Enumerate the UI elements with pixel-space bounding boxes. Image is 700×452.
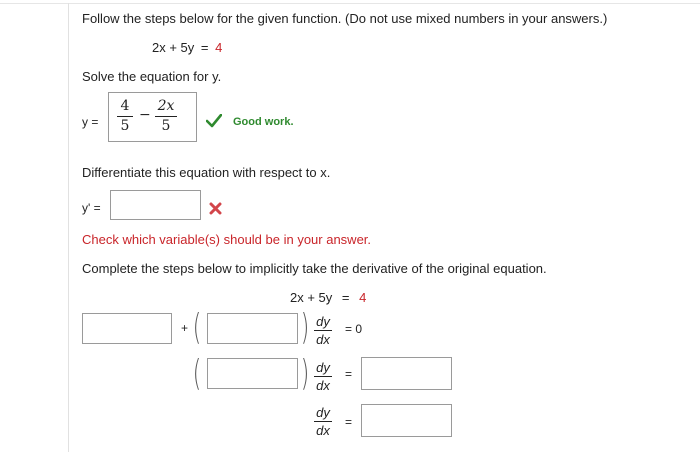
implicit-rhs1-input[interactable] [361, 357, 452, 390]
derivative-answer-input[interactable] [110, 190, 201, 220]
function-rhs: 4 [215, 40, 223, 55]
fraction1-bar [117, 116, 133, 117]
fraction-4-over-5 [117, 98, 133, 135]
fraction2-numerator: 2x [157, 98, 175, 114]
implicit-term1-input[interactable] [82, 313, 172, 344]
fraction2-denominator: 5 [161, 118, 171, 134]
solve-answer-box[interactable] [108, 92, 197, 142]
plus-sign: + [181, 321, 189, 335]
x-mark-icon [209, 202, 222, 218]
dydx-row3-denominator: dx [316, 423, 330, 438]
equals-row2: = [345, 367, 353, 381]
dydx-row1-bar [314, 330, 332, 331]
function-eq: = [200, 40, 209, 55]
implicit-equation-rhs: 4 [359, 290, 367, 305]
solve-prompt: Solve the equation for y. [82, 69, 222, 84]
left-divider [68, 3, 69, 452]
given-function [152, 40, 222, 55]
left-paren-row1: ( [192, 307, 202, 348]
fraction2-bar [155, 116, 177, 117]
right-paren-row1: ) [300, 307, 310, 348]
dydx-row3-numerator: dy [316, 405, 330, 420]
right-paren-row2: ) [300, 353, 310, 394]
dydx-row2-denominator: dx [316, 378, 330, 393]
implicit-rhs2-input[interactable] [361, 404, 452, 437]
implicit-equation [290, 290, 366, 305]
error-message: Check which variable(s) should be in your answer. [82, 232, 372, 247]
good-work-feedback: Good work. [233, 116, 294, 128]
function-lhs: 2x + 5y [152, 40, 195, 55]
minus-sign: − [139, 107, 151, 123]
implicit-equation-lhs: 2x + 5y [290, 290, 333, 305]
fraction1-numerator: 4 [120, 98, 130, 114]
dydx-row2 [314, 360, 332, 393]
implicit-term3-input[interactable] [207, 358, 298, 389]
differentiate-prompt: Differentiate this equation with respect to x. [82, 165, 331, 180]
top-divider [0, 3, 700, 4]
fraction1-denominator: 5 [120, 118, 130, 134]
dydx-row2-numerator: dy [316, 360, 330, 375]
dydx-row2-bar [314, 376, 332, 377]
instructions-text: Follow the steps below for the given function. (Do not use mixed numbers in your answers.) [82, 11, 608, 26]
checkmark-icon [206, 114, 222, 131]
dydx-row1-denominator: dx [316, 332, 330, 347]
fraction-2x-over-5 [155, 98, 177, 135]
implicit-term2-input[interactable] [207, 313, 298, 344]
left-paren-row2: ( [192, 353, 202, 394]
equals-zero: = 0 [345, 322, 363, 336]
dydx-row3 [314, 405, 332, 438]
implicit-equation-eq: = [341, 290, 350, 305]
solve-lhs-label: y = [82, 115, 99, 129]
dydx-row1-numerator: dy [316, 314, 330, 329]
equals-row3: = [345, 415, 353, 429]
derivative-lhs-label: y' = [82, 201, 101, 215]
dydx-row3-bar [314, 421, 332, 422]
implicit-prompt: Complete the steps below to implicitly take the derivative of the original equation. [82, 261, 547, 276]
dydx-row1 [314, 314, 332, 347]
